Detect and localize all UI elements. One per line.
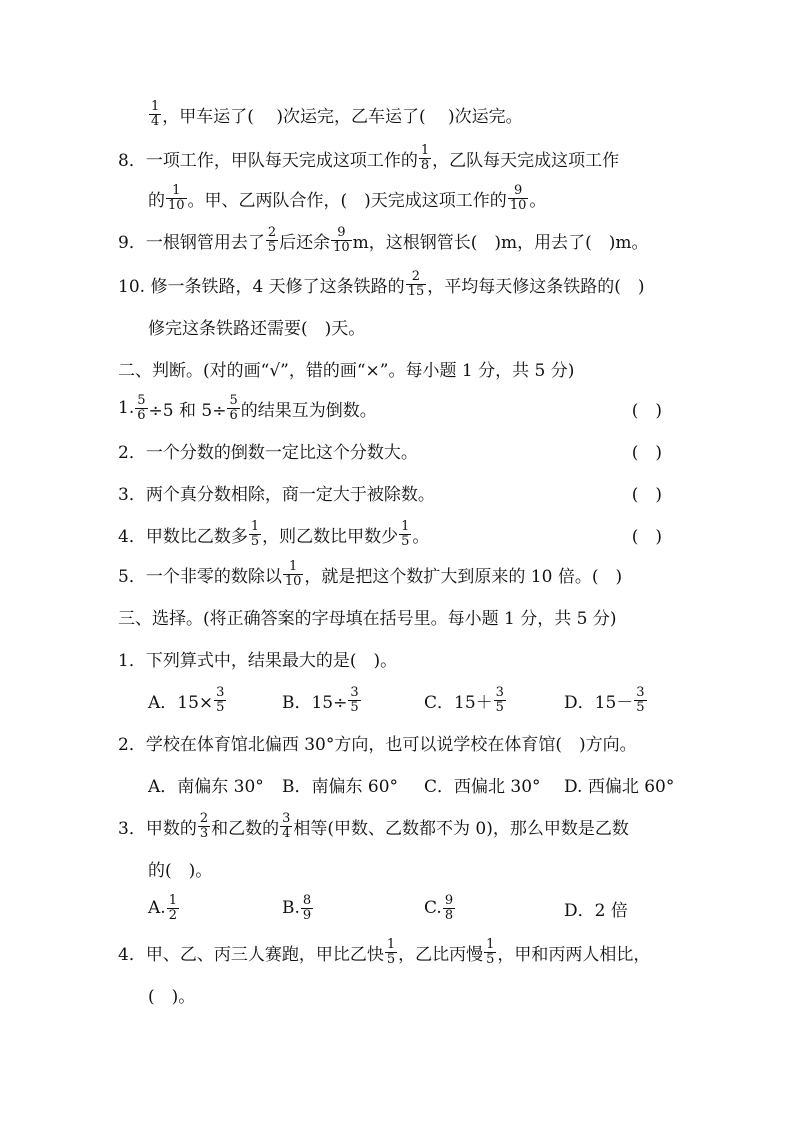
answer-paren[interactable]: ( ) xyxy=(631,484,662,505)
answer-paren[interactable]: ( )。 xyxy=(148,986,196,1007)
option-c[interactable] xyxy=(424,894,456,923)
option-c[interactable] xyxy=(424,686,507,715)
choice-q3-options xyxy=(148,886,668,930)
option-a[interactable] xyxy=(148,894,180,923)
answer-paren[interactable]: ( ) xyxy=(591,566,623,587)
item-text-a: 4．甲数比乙数多 xyxy=(118,526,248,547)
option-label: A. xyxy=(148,898,166,918)
option-d[interactable] xyxy=(564,686,648,715)
question-text-c: 相等(甲数、乙数都不为 0)，那么甲数是乙数 xyxy=(293,818,629,839)
fraction: $\frac{5}{6}$ xyxy=(229,392,238,423)
q10-text-b: ，平均每天修这条铁路的( ) xyxy=(427,276,645,297)
judge-item-2 xyxy=(118,428,662,472)
option-c[interactable] xyxy=(424,772,541,797)
choice-q3-stem-2 xyxy=(148,846,212,890)
choice-q3-stem xyxy=(118,804,629,848)
item-text-b: ，就是把这个数扩大到原来的 10 倍。 xyxy=(304,566,592,587)
fraction: 2 5 xyxy=(267,224,277,255)
option-label: B. xyxy=(282,898,300,918)
option-label: D．15－ xyxy=(564,692,634,713)
fraction: 9 8 xyxy=(444,892,454,923)
option-b[interactable] xyxy=(282,686,362,715)
option-label: C．15＋ xyxy=(424,692,493,713)
section-title-text: 三、选择。(将正确答案的字母填在括号里。每小题 1 分，共 5 分) xyxy=(118,608,617,629)
answer-paren[interactable]: ( ) xyxy=(631,400,662,421)
fraction: 2 3 xyxy=(199,810,209,841)
item-number: 1. xyxy=(118,398,135,418)
fraction: $\frac{3}{5}$ xyxy=(350,684,359,715)
fraction: 1 5 xyxy=(486,936,495,967)
answer-paren[interactable]: ( ) xyxy=(631,442,662,463)
fraction: 2 15 xyxy=(407,268,425,299)
option-label: B．15÷ xyxy=(282,692,348,713)
option-label: B．南偏东 60° xyxy=(282,776,399,797)
option-label: A．南偏东 30° xyxy=(148,776,264,797)
option-label: C．西偏北 30° xyxy=(424,776,541,797)
question-text-c: ，甲和丙两人相比， xyxy=(497,944,651,965)
option-a[interactable] xyxy=(148,686,227,715)
option-label: D．2 倍 xyxy=(564,900,628,921)
fraction: 1 5 xyxy=(401,518,410,549)
fraction: 1 10 xyxy=(168,182,185,213)
item-text-a: ÷5 和 5÷ xyxy=(148,400,227,421)
fraction: 3 5 xyxy=(495,684,504,715)
choice-q4-stem-2 xyxy=(148,972,195,1016)
question-text-b: 和乙数的 xyxy=(211,818,280,839)
item-text-c: 。 xyxy=(412,526,430,547)
fraction: 1 10 xyxy=(284,558,302,589)
question-text-b: ，乙比丙慢 xyxy=(398,944,484,965)
question-text-a: 4．甲、乙、丙三人赛跑，甲比乙快 xyxy=(118,944,384,965)
q8-text-d: 。甲、乙两队合作，( )天完成这项工作的 xyxy=(187,190,507,211)
q9-text-b: 后还余 xyxy=(279,232,331,253)
q9-text-a: 9．一根钢管用去了 xyxy=(118,232,265,253)
fraction: 1 5 xyxy=(386,936,396,967)
question-text-d: 的( )。 xyxy=(148,860,213,881)
q10-line-2 xyxy=(148,304,365,348)
option-label: A．15× xyxy=(148,692,214,713)
q10-text-c: 修完这条铁路还需要( )天。 xyxy=(148,318,366,339)
section-2-title xyxy=(118,346,574,390)
judge-item-1 xyxy=(118,386,662,430)
question-text: 2．学校在体育馆北偏西 30°方向，也可以说学校在体育馆( )方向。 xyxy=(118,734,637,755)
q9-line xyxy=(118,218,649,262)
q8-line-2 xyxy=(148,176,546,220)
fraction: 1 4 xyxy=(151,98,160,129)
item-text-a: 5．一个非零的数除以 xyxy=(118,566,282,587)
option-label: C. xyxy=(424,898,442,918)
q10-text-a: 10. 修一条铁路，4 天修了这条铁路的 xyxy=(118,276,405,297)
fraction: 3 4 xyxy=(282,810,291,841)
fraction: $\frac{3}{5}$ xyxy=(216,684,225,715)
item-text-b: ，则乙数比甲数少 xyxy=(262,526,399,547)
item-text: 2．一个分数的倒数一定比这个分数大。 xyxy=(118,442,418,463)
fraction: 1 2 xyxy=(168,892,177,923)
fraction: 8 9 xyxy=(302,892,312,923)
fraction: 1 8 xyxy=(420,142,430,173)
option-d[interactable] xyxy=(564,896,628,921)
q7-text: ，甲车运了( )次运完，乙车运了( )次运完。 xyxy=(162,106,523,127)
fraction: 9 10 xyxy=(333,224,350,255)
choice-q2-options xyxy=(148,762,678,806)
option-d[interactable] xyxy=(564,772,674,797)
q9-text-c: m，这根钢管长( )m，用去了( )m。 xyxy=(352,232,649,253)
q8-text-b: ，乙队每天完成这项工作 xyxy=(432,150,620,171)
q8-text-c: 的 xyxy=(148,190,165,211)
choice-q2-stem xyxy=(118,720,637,764)
option-b[interactable] xyxy=(282,894,314,923)
answer-paren[interactable]: ( ) xyxy=(631,526,662,547)
item-text: 3．两个真分数相除，商一定大于被除数。 xyxy=(118,484,435,505)
fraction: $\frac{5}{6}$ xyxy=(137,392,146,423)
choice-q1-stem xyxy=(118,636,397,680)
judge-item-3 xyxy=(118,470,662,514)
q7-continuation-line xyxy=(148,92,523,136)
q10-line-1 xyxy=(118,262,644,306)
judge-item-5 xyxy=(118,552,622,596)
option-label: D. 西偏北 60° xyxy=(564,776,675,797)
judge-item-4 xyxy=(118,512,662,556)
q8-text-a: 8．一项工作，甲队每天完成这项工作的 xyxy=(118,150,418,171)
question-text: 1．下列算式中，结果最大的是( )。 xyxy=(118,650,398,671)
q8-text-e: 。 xyxy=(529,190,547,211)
item-text-b: 的结果互为倒数。 xyxy=(240,400,377,421)
question-text-a: 3．甲数的 xyxy=(118,818,197,839)
section-3-title xyxy=(118,594,617,638)
fraction: 9 10 xyxy=(509,182,527,213)
fraction: 3 5 xyxy=(636,684,645,715)
choice-q4-stem xyxy=(118,930,650,974)
choice-q1-options xyxy=(148,678,668,722)
fraction: 1 5 xyxy=(250,518,260,549)
option-a[interactable] xyxy=(148,772,264,797)
q8-line-1 xyxy=(118,136,619,180)
section-title-text: 二、判断。(对的画“√”，错的画“×”。每小题 1 分，共 5 分) xyxy=(118,360,575,381)
option-b[interactable] xyxy=(282,772,398,797)
